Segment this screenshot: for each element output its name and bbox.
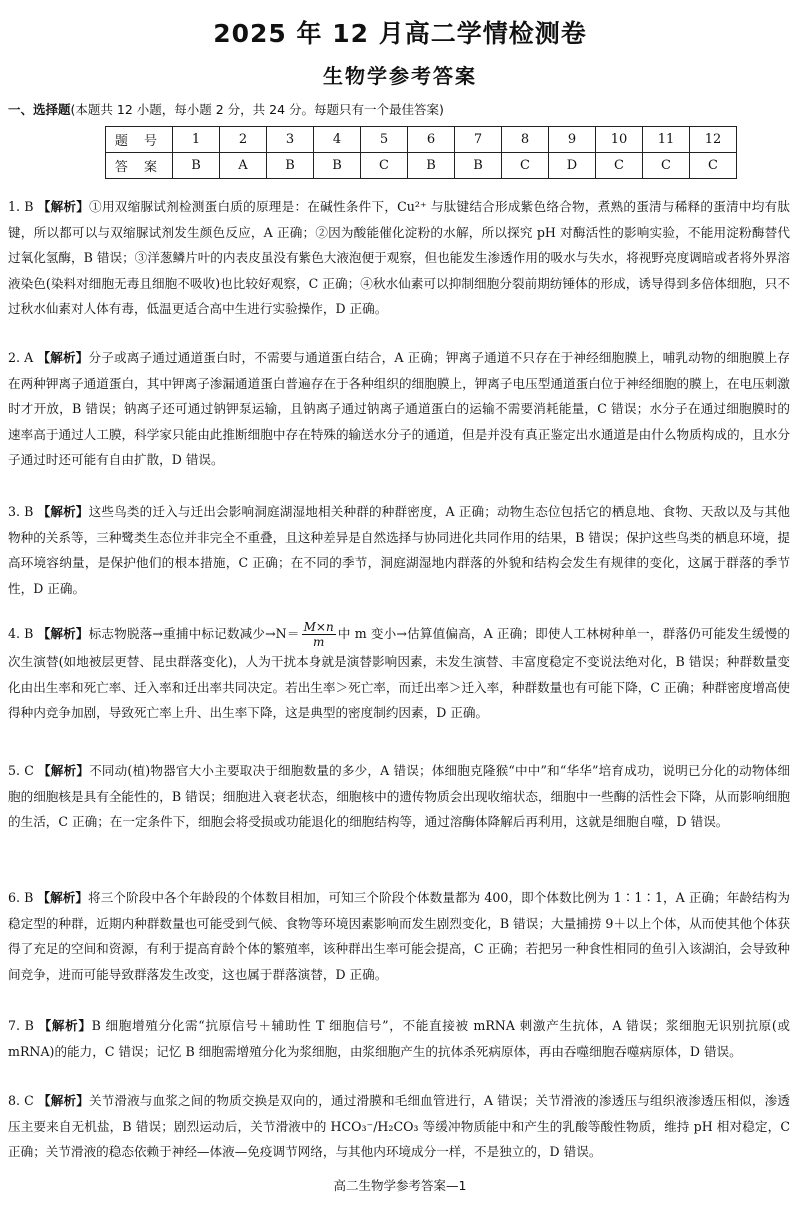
- question-explanation-1: [8, 194, 790, 322]
- explanation-text: 关节滑液与血浆之间的物质交换是双向的，通过滑膜和毛细血管进行，A 错误；关节滑液的渗透压与组织液渗透压相似，渗透压主要来自无机盐，B 错误；剧烈运动后，关节滑液中的 HCO₃⁻/H₂CO₃ 等缓冲物质能中和产生的乳酸等酸性物质，维持 pH 相对稳定，C 正确；关节滑液的稳态依赖于神经—体液—免疫调节网络，与其他内环境成分一样，不是独立的，D 错误。: [8, 1093, 791, 1159]
- question-number: 8. C: [8, 1093, 34, 1108]
- answer-cell: C: [502, 153, 549, 179]
- answer-cell: C: [643, 153, 690, 179]
- answer-cell: C: [596, 153, 643, 179]
- number-cell: 1: [173, 127, 220, 153]
- answer-cell: B: [455, 153, 502, 179]
- question-number: 5. C: [8, 763, 34, 778]
- question-number: 2. A: [8, 350, 34, 365]
- question-number: 4. B: [8, 626, 34, 641]
- analysis-tag: 【解析】: [37, 199, 90, 214]
- number-cell: 6: [408, 127, 455, 153]
- section-note: (本题共 12 小题，每小题 2 分，共 24 分。每题只有一个最佳答案): [70, 102, 444, 117]
- analysis-tag: 【解析】: [37, 350, 89, 365]
- question-explanation-4: [8, 620, 790, 726]
- answer-table-number-row: [106, 127, 737, 153]
- analysis-tag: 【解析】: [37, 504, 89, 519]
- number-cell: 5: [361, 127, 408, 153]
- explanation-text: 不同动(植)物器官大小主要取决于细胞数量的多少，A 错误；体细胞克隆猴“中中”和“华华”培育成功，说明已分化的动物体细胞的细胞核是具有全能性的，B 错误；细胞进入衰老状态，细胞核中的遗传物质会出现收缩状态，细胞中一些酶的活性会下降，从而影响细胞的生活，C 正确；在一定条件下，细胞会将受损或功能退化的细胞结构等，通过溶酶体降解后再利用，这就是细胞自噬，D 错误。: [8, 763, 791, 829]
- number-cell: 4: [314, 127, 361, 153]
- number-cell: 7: [455, 127, 502, 153]
- answer-cell: D: [549, 153, 596, 179]
- answer-header-cell: 答 案: [106, 153, 173, 179]
- analysis-tag: 【解析】: [37, 626, 89, 641]
- question-explanation-7: [8, 1013, 790, 1064]
- number-cell: 10: [596, 127, 643, 153]
- analysis-tag: 【解析】: [37, 890, 89, 905]
- question-number: 7. B: [8, 1018, 34, 1033]
- answer-cell: C: [690, 153, 737, 179]
- estimate-formula-fraction: [302, 620, 336, 649]
- number-cell: 9: [549, 127, 596, 153]
- number-header-cell: 题 号: [106, 127, 173, 153]
- page-subtitle: 生物学参考答案: [323, 64, 477, 88]
- explanation-text: B 细胞增殖分化需“抗原信号＋辅助性 T 细胞信号”，不能直接被 mRNA 刺激产生抗体，A 错误；浆细胞无识别抗原(或 mRNA)的能力，C 错误；记忆 B 细胞需增殖分化为浆细胞，由浆细胞产生的抗体杀死病原体，再由吞噬细胞吞噬病原体，D 错误。: [8, 1018, 790, 1059]
- answer-cell: B: [408, 153, 455, 179]
- formula-numerator: M×n: [303, 620, 334, 634]
- answer-cell: B: [314, 153, 361, 179]
- analysis-tag: 【解析】: [38, 1018, 92, 1033]
- explanation-text: ①用双缩脲试剂检测蛋白质的原理是：在碱性条件下，Cu²⁺ 与肽键结合形成紫色络合物，煮熟的蛋清与稀释的蛋清中均有肽键，所以都可以与双缩脲试剂发生颜色反应，A 正确；②因为酸能催化淀粉的水解，所以探究 pH 对酶活性的影响实验，不能用淀粉酶替代过氧化氢酶，B 错误；③洋葱鳞片叶的内表皮虽没有紫色大液泡便于观察，但也能发生渗透作用的吸水与失水，将视野亮度调暗或者将外界溶液染色(染料对细胞无毒且细胞不吸收)也比较好观察，C 正确；④秋水仙素可以抑制细胞分裂前期纺锤体的形成，诱导得到多倍体细胞，只不过秋水仙素对人体有毒，低温更适合高中生进行实验操作，D 正确。: [8, 199, 790, 316]
- answer-table-answer-row: [106, 153, 737, 179]
- question-number: 1. B: [8, 199, 34, 214]
- answer-cell: A: [220, 153, 267, 179]
- question-explanation-8: [8, 1088, 790, 1165]
- analysis-tag: 【解析】: [37, 1093, 89, 1108]
- page-title: 2025 年 12 月高二学情检测卷: [213, 19, 587, 48]
- answer-cell: B: [267, 153, 314, 179]
- question-explanation-6: [8, 885, 790, 987]
- number-cell: 2: [220, 127, 267, 153]
- section-heading: [8, 100, 444, 118]
- explanation-text: 将三个阶段中各个年龄段的个体数目相加，可知三个阶段个体数量都为 400，即个体数比例为 1∶1∶1，A 正确；年龄结构为稳定型的种群，近期内种群数量也可能受到气候、食物等环境因素影响而发生剧烈变化，B 错误；大量捕捞 9＋以上个体，从而使其他个体获得了充足的空间和资源，有利于提高育龄个体的繁殖率，该种群出生率可能会提高，C 正确；若把另一种食性相同的鱼引入该湖泊，会导致种间竞争，进而可能导致群落发生改变，这也属于群落演替，D 正确。: [8, 890, 791, 982]
- explanation-text: 标志物脱落→重捕中标记数减少→N＝: [88, 626, 300, 641]
- number-cell: 3: [267, 127, 314, 153]
- explanation-text: 这些鸟类的迁入与迁出会影响洞庭湖湿地相关种群的种群密度，A 正确；动物生态位包括它的栖息地、食物、天敌以及与其他物种的关系等，三种鹭类生态位并非完全不重叠，且这种差异是自然选择与协同进化共同作用的结果，B 错误；保护这些鸟类的栖息环境，提高环境容纳量，是保护他们的根本措施，C 正确；在不同的季节，洞庭湖湿地内群落的外貌和结构会发生有规律的变化，这属于群落的季节性，D 正确。: [8, 504, 790, 596]
- explanation-text: 分子或离子通过通道蛋白时，不需要与通道蛋白结合，A 正确；钾离子通道不只存在于神经细胞膜上，哺乳动物的细胞膜上存在两种钾离子通道蛋白，其中钾离子渗漏通道蛋白普遍存在于各种组织的细胞膜上，钾离子电压型通道蛋白位于神经细胞的膜上，在电压刺激时才开放，B 错误；钠离子还可通过钠钾泵运输，且钠离子通过钠离子通道蛋白的运输不需要消耗能量，C 错误；水分子在通过细胞膜时的速率高于通过人工膜，科学家只能由此推断细胞中存在特殊的输送水分子的通道，但是并没有真正鉴定出水通道是由什么物质构成的，且水分子通过时还可能有自由扩散，D 错误。: [8, 350, 790, 467]
- section-label: 一、选择题: [8, 102, 71, 117]
- explanation-text: 中 m 变小→估算值偏高，A 正确；即使人工林树种单一，群落仍可能发生缓慢的次生演替(如地被层更替、昆虫群落变化)，人为干扰本身就是演替影响因素，未发生演替、丰富度稳定不变说法绝对化，B 错误；种群数量变化由出生率和死亡率、迁入率和迁出率共同决定。若出生率＞死亡率，而迁出率＞迁入率，种群数量也有可能下降，C 正确；种群密度增高使得种内竞争加剧，导致死亡率上升、出生率下降，这是典型的密度制约因素，D 正确。: [8, 626, 790, 720]
- answer-cell: B: [173, 153, 220, 179]
- question-explanation-3: [8, 499, 790, 601]
- number-cell: 12: [690, 127, 737, 153]
- question-explanation-5: [8, 758, 790, 835]
- answer-table: [105, 126, 737, 179]
- number-cell: 11: [643, 127, 690, 153]
- number-cell: 8: [502, 127, 549, 153]
- page-footer: 高二生物学参考答案—1: [333, 1178, 467, 1193]
- analysis-tag: 【解析】: [38, 763, 90, 778]
- question-explanation-2: [8, 345, 790, 473]
- formula-denominator: m: [312, 635, 325, 649]
- answer-cell: C: [361, 153, 408, 179]
- question-number: 3. B: [8, 504, 34, 519]
- question-number: 6. B: [8, 890, 34, 905]
